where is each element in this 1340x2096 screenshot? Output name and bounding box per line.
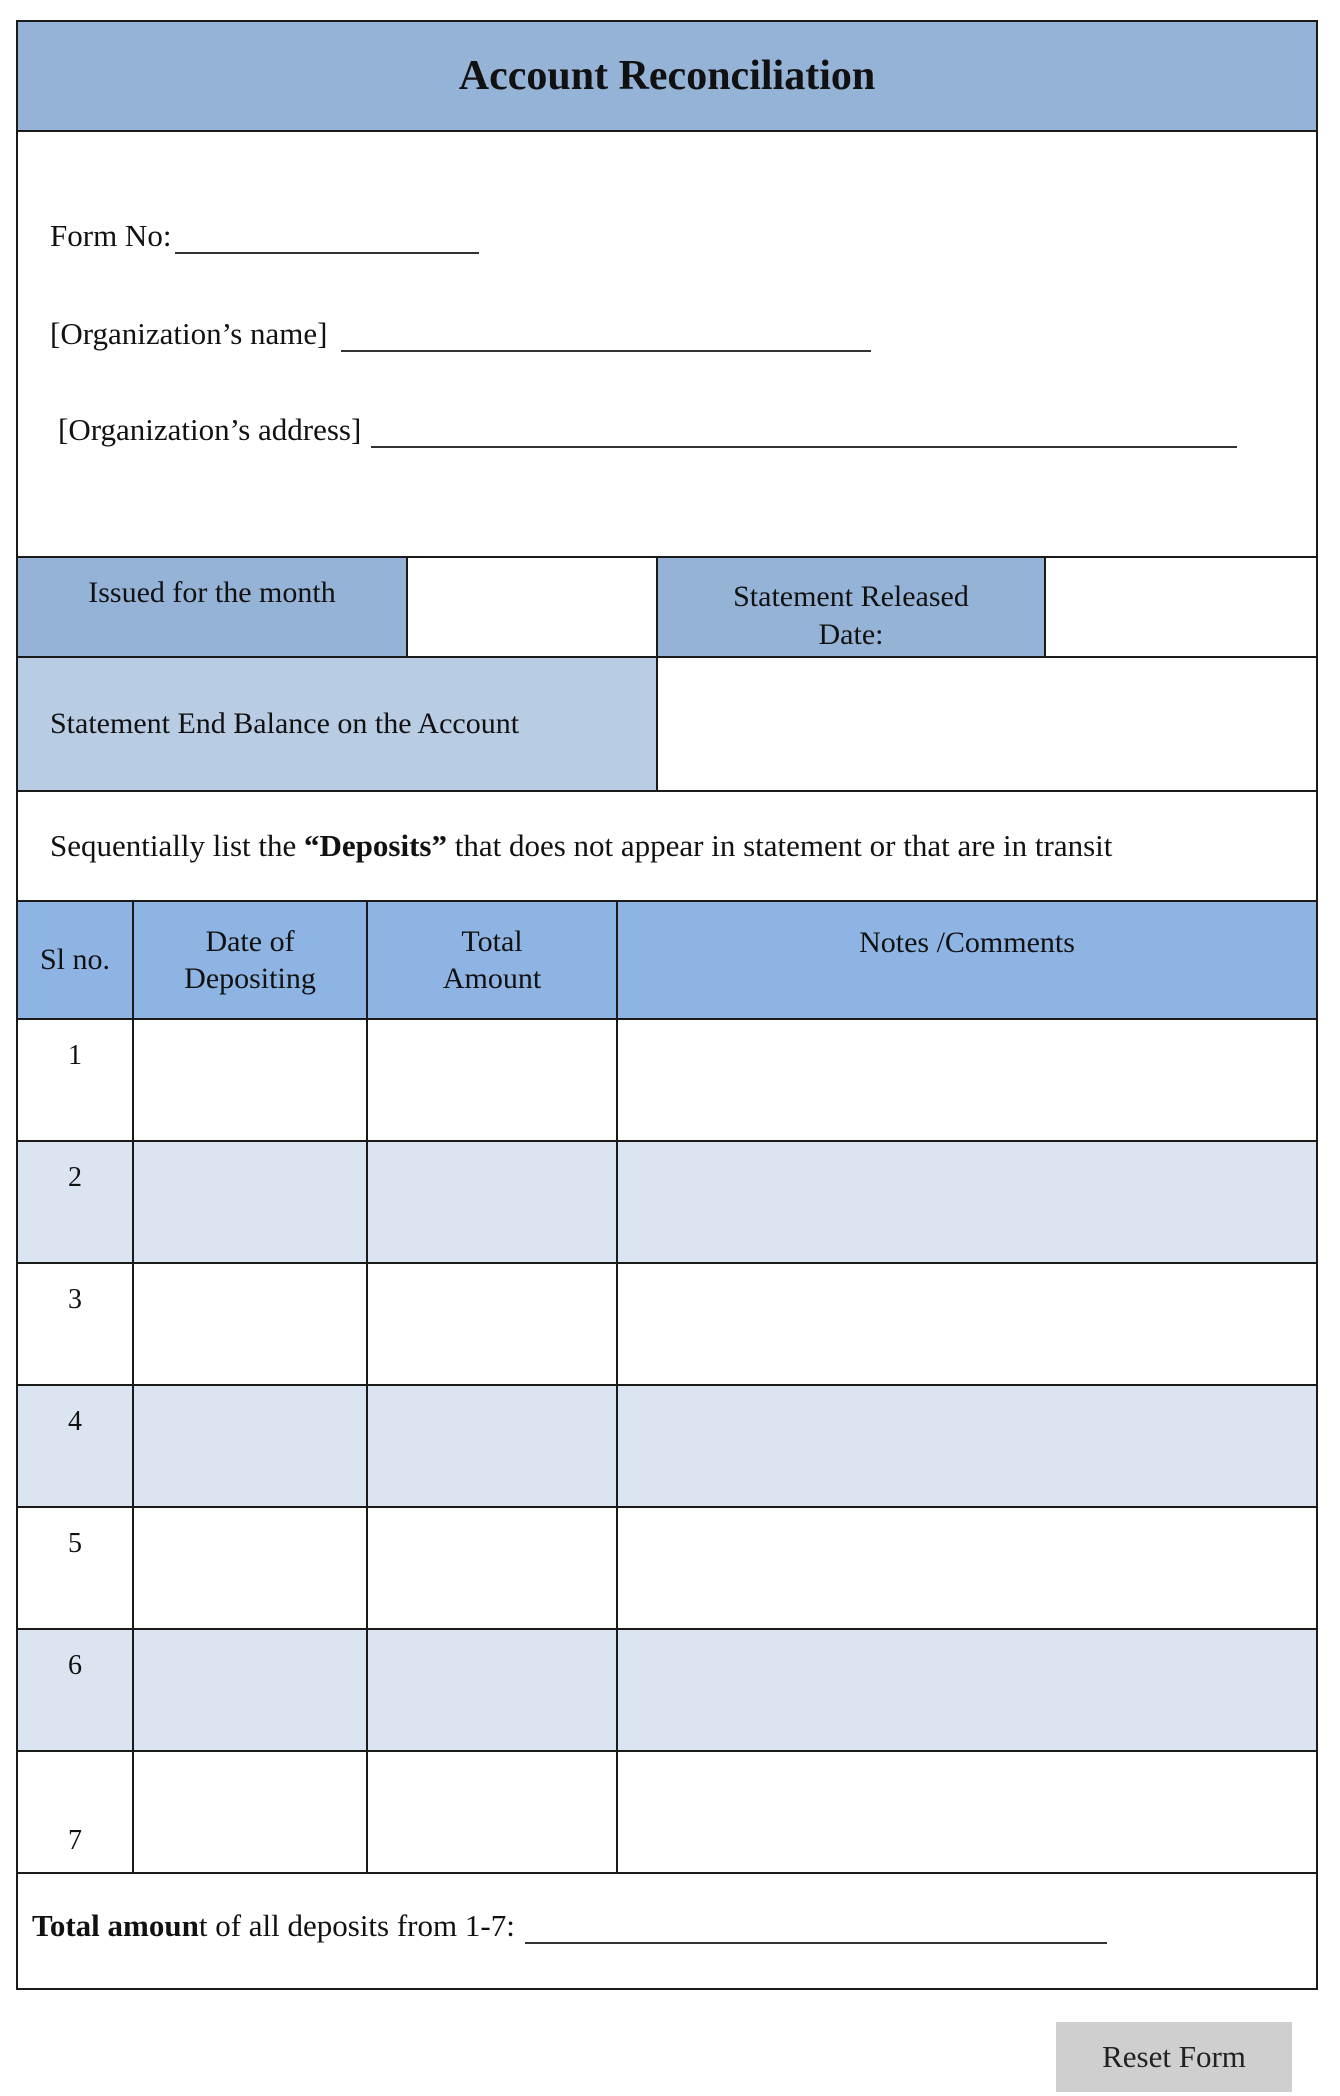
row-2-date[interactable]	[132, 1140, 368, 1264]
row-1-sl: 1	[16, 1018, 134, 1142]
row-7-amount[interactable]	[366, 1750, 618, 1874]
row-5-notes[interactable]	[616, 1506, 1318, 1630]
instruction-prefix: Sequentially list the	[50, 827, 304, 863]
statement-released-label: Statement Released Date:	[656, 556, 1046, 658]
total-amount-label: t of all deposits from 1-7:	[198, 1908, 515, 1943]
instruction-bold: “Deposits”	[304, 827, 447, 863]
row-6-sl: 6	[16, 1628, 134, 1752]
row-5-amount[interactable]	[366, 1506, 618, 1630]
row-5-sl: 5	[16, 1506, 134, 1630]
total-amount-input-line[interactable]	[525, 1910, 1107, 1944]
org-name-input-line[interactable]	[341, 318, 871, 352]
row-6-amount[interactable]	[366, 1628, 618, 1752]
row-6-notes[interactable]	[616, 1628, 1318, 1752]
org-name-field	[50, 312, 871, 352]
row-2-sl: 2	[16, 1140, 134, 1264]
form-no-input-line[interactable]	[175, 220, 479, 254]
row-6-date[interactable]	[132, 1628, 368, 1752]
row-4-notes[interactable]	[616, 1384, 1318, 1508]
row-7-sl: 7	[16, 1750, 134, 1874]
row-4-amount[interactable]	[366, 1384, 618, 1508]
issued-month-input[interactable]	[406, 556, 658, 658]
form-no-label: Form No:	[50, 218, 172, 253]
form-no-field	[50, 214, 479, 254]
statement-released-input[interactable]	[1044, 556, 1318, 658]
row-1-amount[interactable]	[366, 1018, 618, 1142]
row-2-notes[interactable]	[616, 1140, 1318, 1264]
end-balance-input[interactable]	[656, 656, 1318, 792]
row-3-sl: 3	[16, 1262, 134, 1386]
instruction-suffix: that does not appear in statement or that are in transit	[446, 827, 1113, 863]
end-balance-label: Statement End Balance on the Account	[16, 656, 658, 792]
org-address-field	[58, 408, 1237, 448]
row-3-amount[interactable]	[366, 1262, 618, 1386]
row-4-date[interactable]	[132, 1384, 368, 1508]
org-address-input-line[interactable]	[371, 414, 1237, 448]
col-header-amount: Total Amount	[366, 900, 618, 1020]
reset-form-button[interactable]: Reset Form	[1056, 2022, 1292, 2092]
total-amount-bold: Total amoun	[32, 1908, 199, 1943]
col-header-notes: Notes /Comments	[616, 900, 1318, 1020]
form-title: Account Reconciliation	[16, 20, 1318, 132]
row-5-date[interactable]	[132, 1506, 368, 1630]
row-7-notes[interactable]	[616, 1750, 1318, 1874]
total-amount-field	[32, 1904, 1107, 1944]
issued-month-label: Issued for the month	[16, 556, 408, 658]
org-name-label: [Organization’s name]	[50, 316, 328, 351]
row-1-notes[interactable]	[616, 1018, 1318, 1142]
col-header-date: Date of Depositing	[132, 900, 368, 1020]
row-3-notes[interactable]	[616, 1262, 1318, 1386]
row-3-date[interactable]	[132, 1262, 368, 1386]
row-4-sl: 4	[16, 1384, 134, 1508]
org-address-label: [Organization’s address]	[58, 412, 362, 447]
deposits-instruction	[16, 790, 1318, 902]
row-1-date[interactable]	[132, 1018, 368, 1142]
row-7-date[interactable]	[132, 1750, 368, 1874]
row-2-amount[interactable]	[366, 1140, 618, 1264]
col-header-sl: Sl no.	[16, 900, 134, 1020]
